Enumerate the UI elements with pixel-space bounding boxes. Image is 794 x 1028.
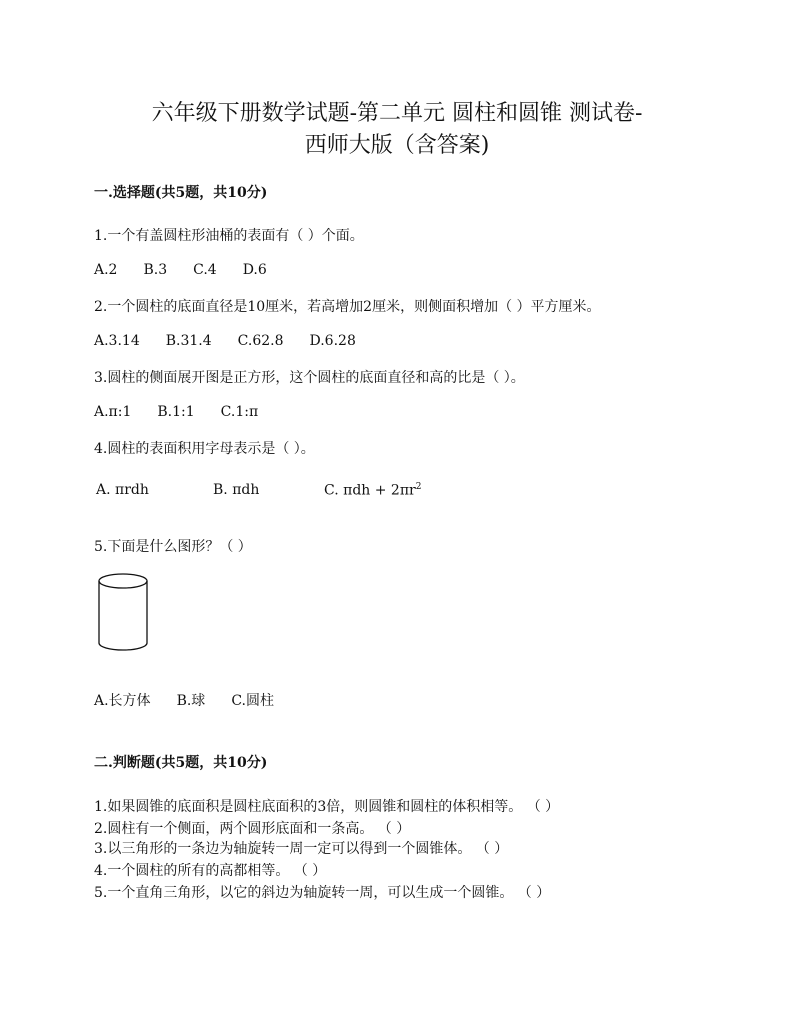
option-b: B.1:1: [157, 404, 195, 420]
question-1-options: [94, 262, 293, 278]
section-heading-judgement: 二.判断题(共5题，共10分): [94, 755, 268, 771]
question-3-options: [94, 404, 284, 420]
option-b: B.31.4: [165, 333, 212, 349]
option-c: [324, 482, 421, 499]
option-a: A. πrdh: [96, 482, 149, 498]
judgement-item-2: 2.圆柱有一个侧面，两个圆形底面和一条高。 （ ）: [94, 821, 411, 837]
option-a: A.π:1: [94, 404, 132, 420]
option-c: C.1:π: [220, 404, 259, 420]
option-c: C.4: [193, 262, 217, 278]
exponent: 2: [415, 482, 422, 492]
judgement-item-4: 4.一个圆柱的所有的高都相等。 （ ）: [94, 863, 327, 879]
section-heading-choice: 一.选择题(共5题，共10分): [94, 185, 268, 201]
option-c: C.62.8: [237, 333, 284, 349]
option-b: B.球: [176, 693, 206, 709]
question-2-options: [94, 333, 382, 349]
option-b: B.3: [143, 262, 168, 278]
option-a: A.长方体: [94, 693, 151, 709]
option-b: B. πdh: [213, 482, 260, 498]
judgement-item-3: 3.以三角形的一条边为轴旋转一周一定可以得到一个圆锥体。 （ ）: [94, 841, 509, 857]
judgement-item-5: 5.一个直角三角形，以它的斜边为轴旋转一周，可以生成一个圆锥。 （ ）: [94, 885, 551, 901]
option-c-formula: C. πdh + 2πr: [324, 482, 416, 499]
question-3: 3.圆柱的侧面展开图是正方形，这个圆柱的底面直径和高的比是（ ）。: [94, 370, 525, 386]
document-title-line1: 六年级下册数学试题-第二单元 圆柱和圆锥 测试卷-: [151, 101, 643, 126]
document-title-line2: 西师大版（含答案): [304, 133, 490, 158]
option-d: D.6.28: [309, 333, 356, 349]
judgement-item-1: 1.如果圆锥的底面积是圆柱底面积的3倍，则圆锥和圆柱的体积相等。 （ ）: [94, 799, 560, 815]
option-c: C.圆柱: [231, 693, 274, 709]
question-2: 2.一个圆柱的底面直径是10厘米，若高增加2厘米，则侧面积增加（ ）平方厘米。: [94, 299, 601, 315]
option-a: A.2: [94, 262, 118, 278]
cylinder-figure: [96, 570, 156, 654]
question-5: 5.下面是什么图形？（ ）: [94, 539, 252, 555]
option-a: A.3.14: [94, 333, 140, 349]
question-4: 4.圆柱的表面积用字母表示是（ ）。: [94, 441, 315, 457]
question-1: 1.一个有盖圆柱形油桶的表面有（ ）个面。: [94, 228, 364, 244]
question-5-options: [94, 690, 300, 710]
option-d: D.6: [242, 262, 267, 278]
